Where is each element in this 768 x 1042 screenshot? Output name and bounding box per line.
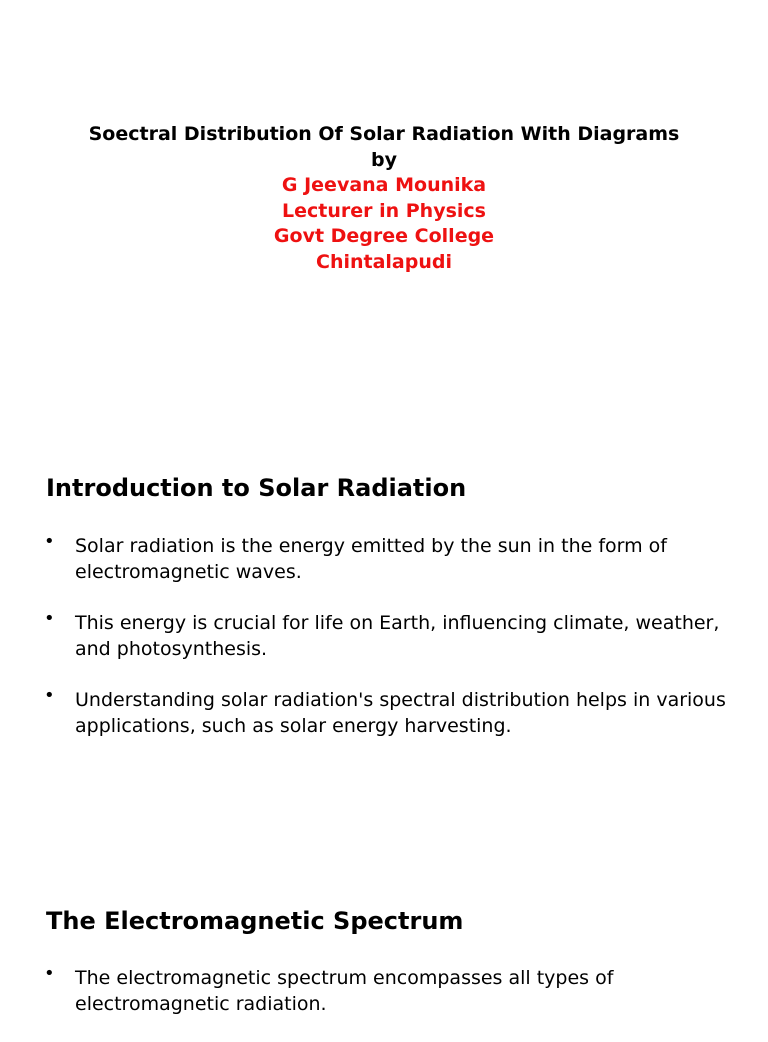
title-by: by <box>371 148 397 171</box>
bullet-icon: • <box>44 685 55 706</box>
slide-heading: The Electromagnetic Spectrum <box>46 907 464 935</box>
title-block <box>0 122 768 276</box>
title-slide <box>0 0 768 430</box>
author-location: Chintalapudi <box>316 250 452 273</box>
bullet-icon: • <box>44 531 55 552</box>
bullet-item <box>0 965 768 1017</box>
bullet-text: Solar radiation is the energy emitted by the sun in the form of electromagnetic waves. <box>75 535 667 583</box>
author-position: Lecturer in Physics <box>282 199 486 222</box>
bullet-text: Understanding solar radiation's spectral distribution helps in various applications, such as solar energy harvesting. <box>75 689 726 737</box>
bullet-list <box>0 533 768 764</box>
bullet-icon: • <box>44 608 55 629</box>
bullet-item <box>0 687 768 739</box>
slide-introduction <box>0 430 768 860</box>
bullet-text: The electromagnetic spectrum encompasses all types of electromagnetic radiation. <box>75 967 614 1015</box>
bullet-text: This energy is crucial for life on Earth, influencing climate, weather, and photosynthesis. <box>75 612 720 660</box>
slide-electromagnetic-spectrum <box>0 860 768 1024</box>
bullet-list <box>0 965 768 1042</box>
author-institution: Govt Degree College <box>273 225 495 248</box>
bullet-icon: • <box>44 963 55 984</box>
slide-heading: Introduction to Solar Radiation <box>46 474 467 502</box>
author-name: G Jeevana Mounika <box>281 174 487 197</box>
document-title: Soectral Distribution Of Solar Radiation With Diagrams <box>88 123 680 145</box>
bullet-item <box>0 533 768 585</box>
bullet-item <box>0 610 768 662</box>
